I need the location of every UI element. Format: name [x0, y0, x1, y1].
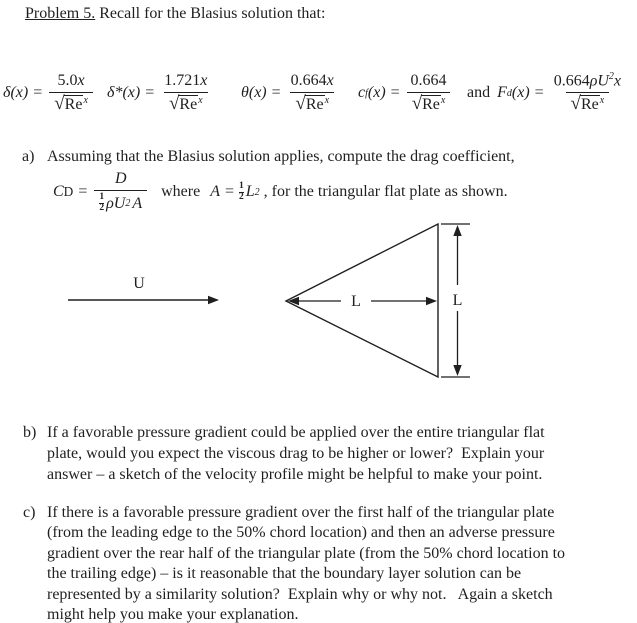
problem-number: Problem 5. — [25, 5, 96, 22]
part-a-label: a) — [22, 148, 35, 165]
fraction: 5.0x √ Re $^x$ — [49, 72, 93, 114]
problem-title — [25, 5, 325, 23]
freestream-arrow — [68, 296, 219, 304]
freestream-velocity-label: U — [133, 275, 145, 292]
radical-sign: √ — [54, 92, 65, 114]
radical-sign: √ — [295, 92, 306, 114]
part-b-line: answer – a sketch of the velocity profile might be helpful to make your point. — [47, 465, 543, 483]
part-c-line: represented by a similarity solution? Explain why or why not. Again a sketch — [47, 585, 553, 603]
part-b-line: plate, would you expect the viscous drag to be higher or lower? Explain your — [47, 444, 545, 462]
formula-fd: and F d (x) = $0.664\rho U^2x$ √ Re $^x$ — [467, 65, 626, 121]
part-c-line: the trailing edge) – is it reasonable that the boundary layer solution can be — [47, 565, 522, 583]
formula-delta: δ(x) = 5.0x √ Re $^x$ — [3, 65, 95, 121]
one-half-fraction: 1 2 — [99, 192, 105, 213]
part-b-line: If a favorable pressure gradient could be applied over the entire triangular flat — [47, 424, 545, 441]
part-b-text — [47, 423, 545, 485]
chord-dimension-arrow — [288, 297, 437, 305]
fraction: 1.721x √ Re $^x$ — [164, 71, 208, 114]
part-c-line: If there is a favorable pressure gradient over the first half of the triangular plate — [47, 504, 555, 521]
span-length-label: L — [452, 292, 463, 309]
radical-sign: √ — [168, 92, 180, 114]
part-b-label: b) — [23, 424, 37, 441]
part-c-line: gradient over the rear half of the triangular plate (from the 50% chord location to — [47, 544, 566, 562]
part-c-line: (from the leading edge to the 50% chord location) and then an adverse pressure — [47, 524, 555, 542]
fraction: D 1 2 ρU 2 A — [94, 170, 147, 214]
where-text: where — [161, 183, 201, 200]
formula-delta-star: δ*(x) = 1.721x √ Re $^x$ — [107, 65, 212, 121]
radical-sign: √ — [570, 93, 581, 115]
one-half-fraction: $\frac{1}{2}$ — [239, 180, 244, 202]
fraction: $0.664\rho U^2x$ √ Re $^x$ — [553, 71, 622, 115]
formula-cf: c f (x) = 0.664 √ Re $^x$ — [358, 65, 452, 121]
part-c-line: might help you make your explanation. — [47, 606, 299, 623]
fraction: 0.664x √ Re $^x$ — [290, 71, 334, 114]
part-c-label: c) — [23, 504, 36, 521]
part-a-tail: , for the triangular flat plate as shown. — [259, 183, 508, 200]
fraction: 0.664 √ Re $^x$ — [407, 72, 451, 114]
chord-length-label: L — [351, 293, 361, 310]
drag-coefficient-equation: C D = D 1 2 ρU 2 A where A = $\frac{1}{2}$ L 2 , for the triangular flat plate as shown. — [53, 170, 508, 213]
title-rest: Recall for the Blasius solution that: — [95, 5, 326, 22]
radical-sign: √ — [411, 92, 423, 114]
part-a-intro: Assuming that the Blasius solution applies, compute the drag coefficient, — [47, 148, 515, 165]
formula-theta: θ(x) = 0.664x √ Re $^x$ — [241, 65, 339, 121]
triangular-plate-diagram — [0, 215, 637, 395]
part-c-text — [47, 503, 565, 623]
